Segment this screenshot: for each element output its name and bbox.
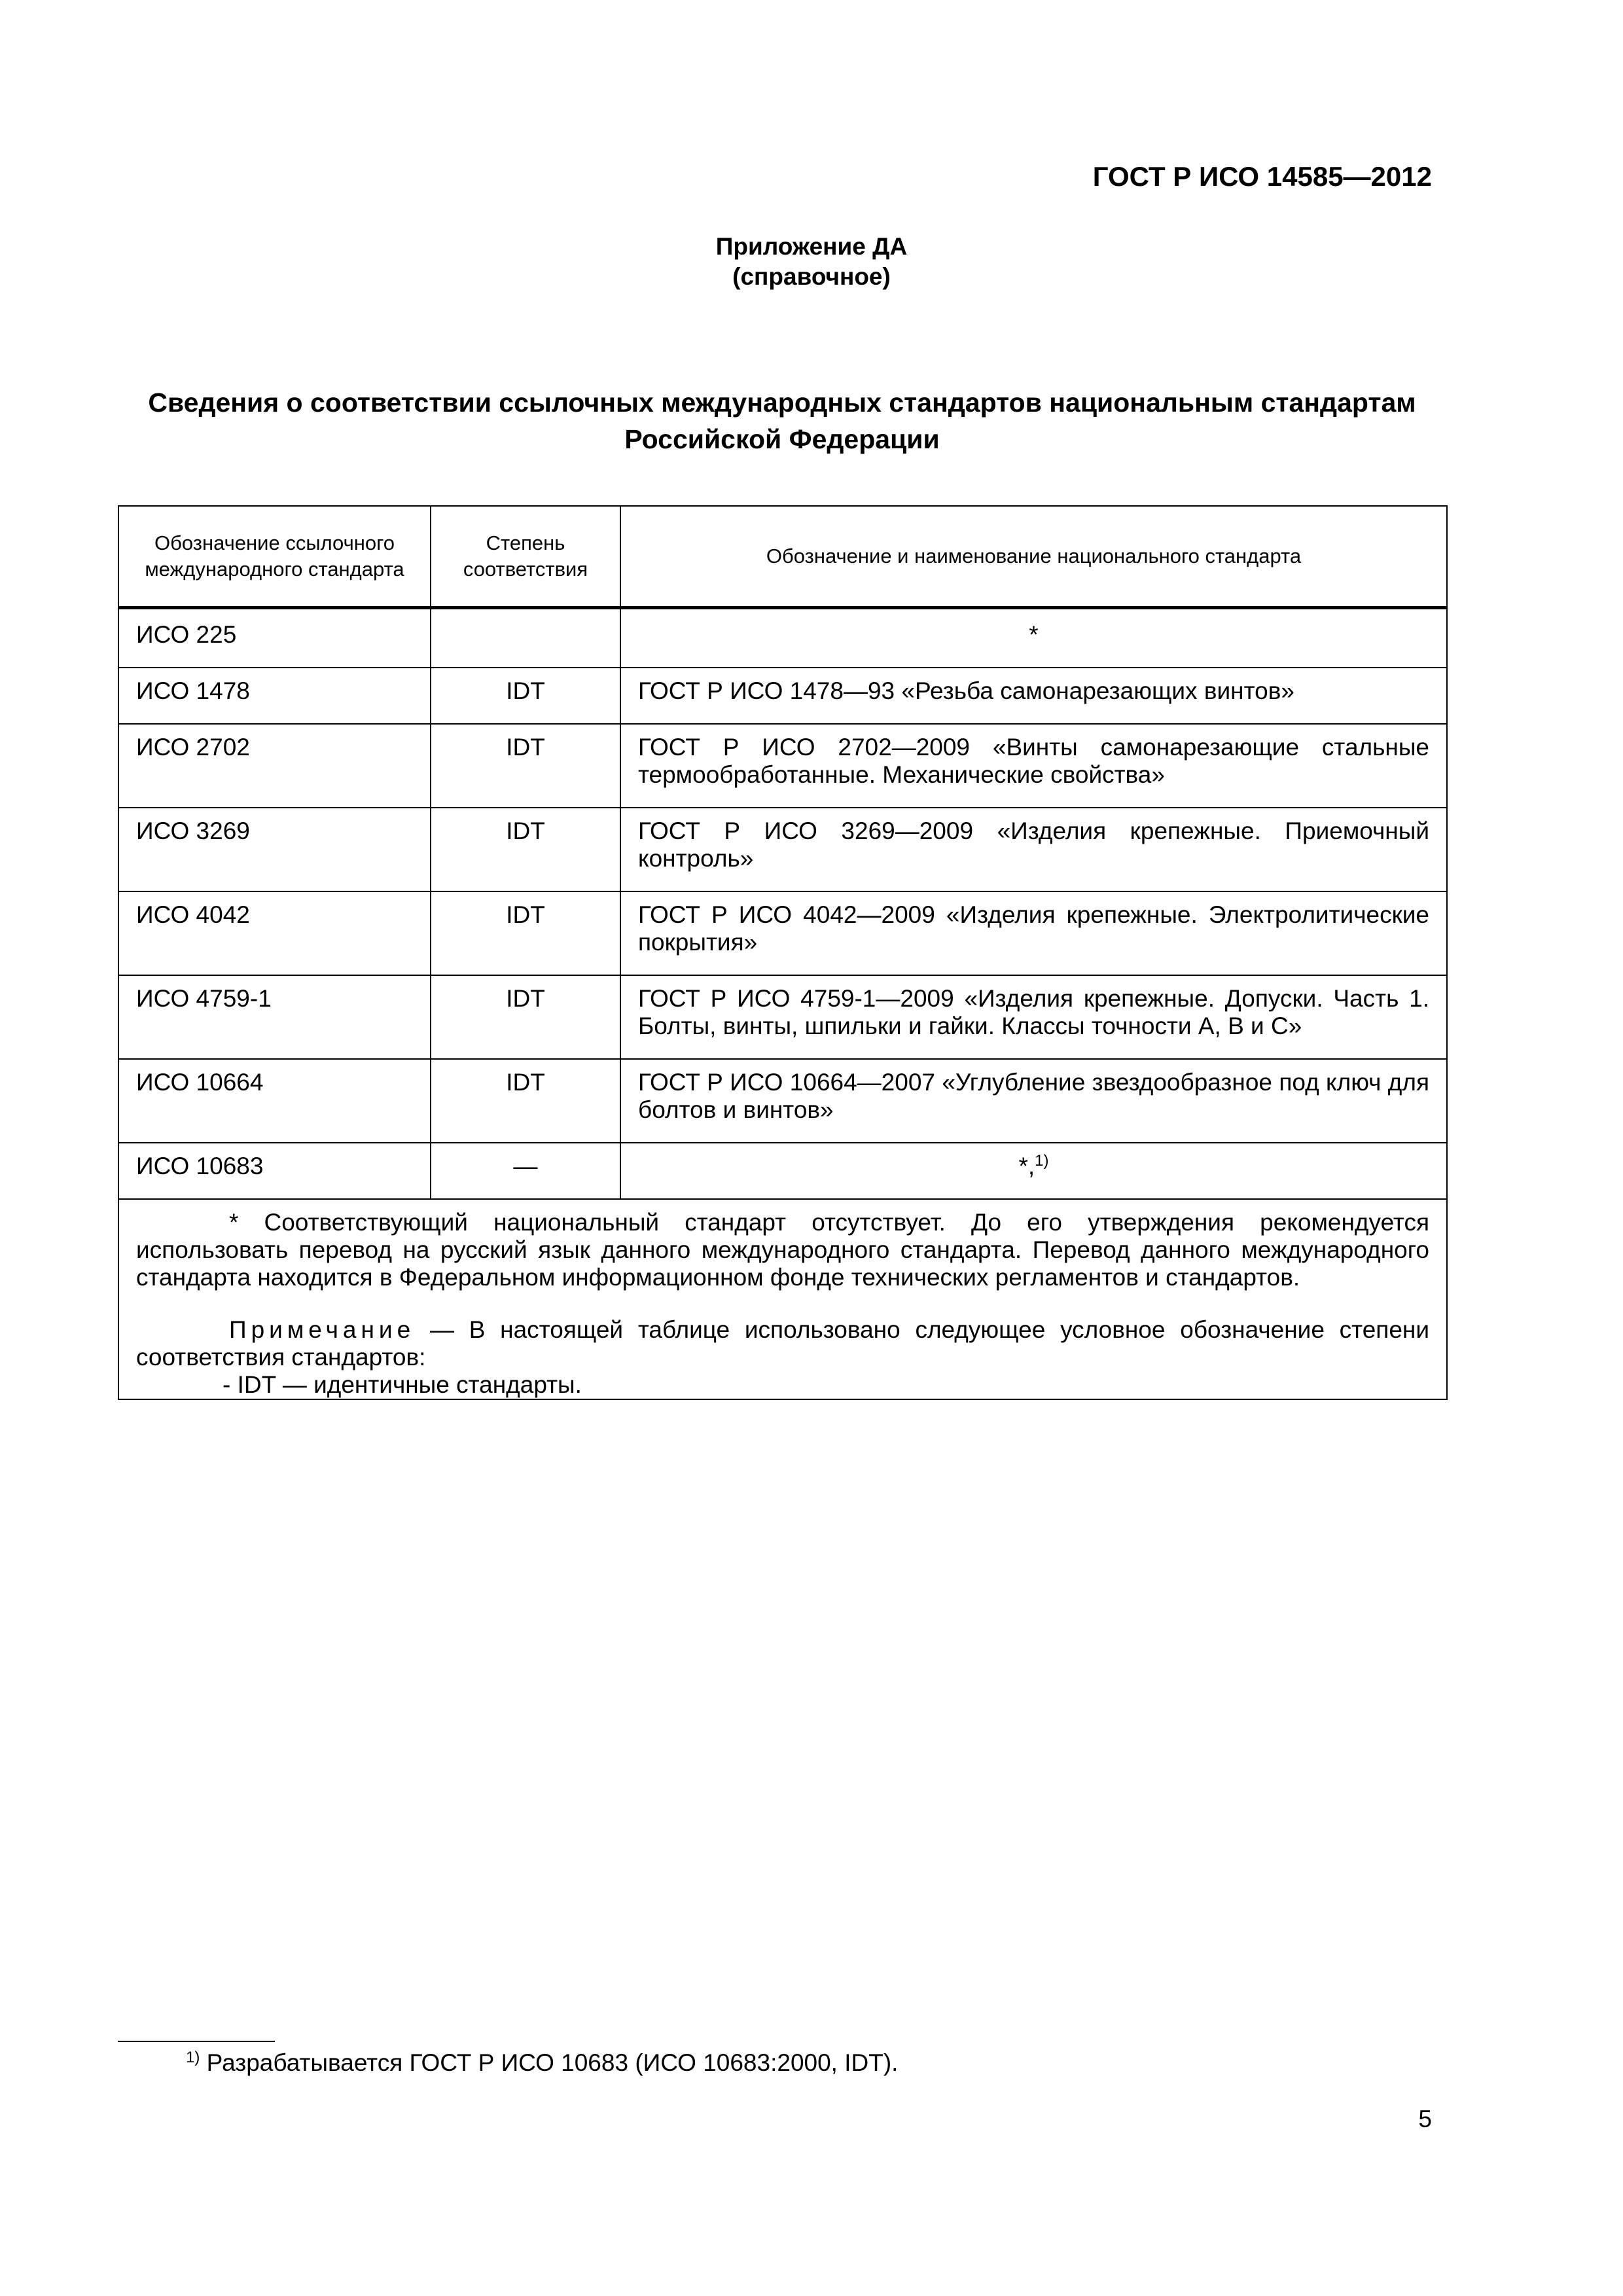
header-col1-line2: международного стандарта [145, 558, 404, 581]
cell-ref: ИСО 10683 [118, 1143, 431, 1199]
table-row [118, 1143, 1447, 1199]
cell-ref: ИСО 10664 [118, 1059, 431, 1143]
cell-degree [431, 608, 620, 668]
table-header-row [118, 506, 1447, 608]
cell-national: ГОСТ Р ИСО 2702—2009 «Винты самонарезающие стальные термообработанные. Механические свойства» [620, 724, 1447, 808]
table-notes-row [118, 1199, 1447, 1399]
header-col2-line2: соответствия [463, 558, 588, 581]
cell-degree: — [431, 1143, 620, 1199]
header-col2-line1: Степень [486, 531, 565, 554]
cell-national [620, 1143, 1447, 1199]
cell-ref: ИСО 3269 [118, 808, 431, 891]
header-national-standard: Обозначение и наименование национального стандарта [620, 506, 1447, 608]
cell-national-text: *, [1018, 1153, 1035, 1179]
footnote [186, 2049, 898, 2077]
table-row [118, 608, 1447, 668]
table-row [118, 1059, 1447, 1143]
footnote-mark: 1) [186, 2049, 200, 2066]
appendix-title-line-2: Российской Федерации [624, 424, 940, 454]
table-row [118, 724, 1447, 808]
footnote-text: Разрабатывается ГОСТ Р ИСО 10683 (ИСО 10683:2000, IDT). [200, 2049, 899, 2076]
cell-degree: IDT [431, 668, 620, 724]
header-reference-standard [118, 506, 431, 608]
page-number: 5 [1418, 2106, 1432, 2132]
cell-ref: ИСО 4042 [118, 891, 431, 975]
cell-degree: IDT [431, 975, 620, 1059]
note-text: — В настоящей таблице использовано следующее условное обозначение степени соответствия стандартов: [136, 1316, 1429, 1371]
note [136, 1316, 1429, 1371]
cell-national: ГОСТ Р ИСО 10664—2007 «Углубление звездообразное под ключ для болтов и винтов» [620, 1059, 1447, 1143]
footnote-ref-mark: 1) [1035, 1152, 1049, 1170]
table-row [118, 891, 1447, 975]
document-code: ГОСТ Р ИСО 14585—2012 [1092, 161, 1432, 192]
table-row [118, 668, 1447, 724]
note-item: - IDT — идентичные стандарты. [223, 1371, 582, 1398]
header-degree [431, 506, 620, 608]
table-row [118, 808, 1447, 891]
correspondence-table [118, 505, 1448, 1400]
cell-ref: ИСО 225 [118, 608, 431, 668]
cell-national: * [620, 608, 1447, 668]
cell-national: ГОСТ Р ИСО 3269—2009 «Изделия крепежные. Приемочный контроль» [620, 808, 1447, 891]
cell-degree: IDT [431, 1059, 620, 1143]
note-label: Примечание [229, 1316, 416, 1343]
footnote-divider [118, 2041, 275, 2042]
appendix-label: Приложение ДА [715, 233, 908, 260]
header-col1-line1: Обозначение ссылочного [154, 531, 395, 554]
appendix-title [118, 384, 1446, 457]
cell-national: ГОСТ Р ИСО 4042—2009 «Изделия крепежные. Электролитические покрытия» [620, 891, 1447, 975]
star-note: * Соответствующий национальный стандарт отсутствует. До его утверждения рекомендуется использовать перевод на русский язык данного международного стандарта. Перевод данного международного стандарта находится в Федеральном информационном фонде технических регламентов и стандартов. [136, 1209, 1429, 1291]
cell-degree: IDT [431, 724, 620, 808]
table-notes [118, 1199, 1447, 1399]
cell-ref: ИСО 1478 [118, 668, 431, 724]
cell-national: ГОСТ Р ИСО 1478—93 «Резьба самонарезающих винтов» [620, 668, 1447, 724]
table-row [118, 975, 1447, 1059]
cell-ref: ИСО 4759-1 [118, 975, 431, 1059]
appendix-kind: (справочное) [732, 263, 891, 290]
cell-degree: IDT [431, 891, 620, 975]
appendix-heading [0, 232, 1623, 292]
appendix-title-line-1: Сведения о соответствии ссылочных международных стандартов национальным стандартам [148, 387, 1416, 418]
cell-degree: IDT [431, 808, 620, 891]
cell-national: ГОСТ Р ИСО 4759-1—2009 «Изделия крепежные. Допуски. Часть 1. Болты, винты, шпильки и гайки. Классы точности A, B и C» [620, 975, 1447, 1059]
cell-ref: ИСО 2702 [118, 724, 431, 808]
